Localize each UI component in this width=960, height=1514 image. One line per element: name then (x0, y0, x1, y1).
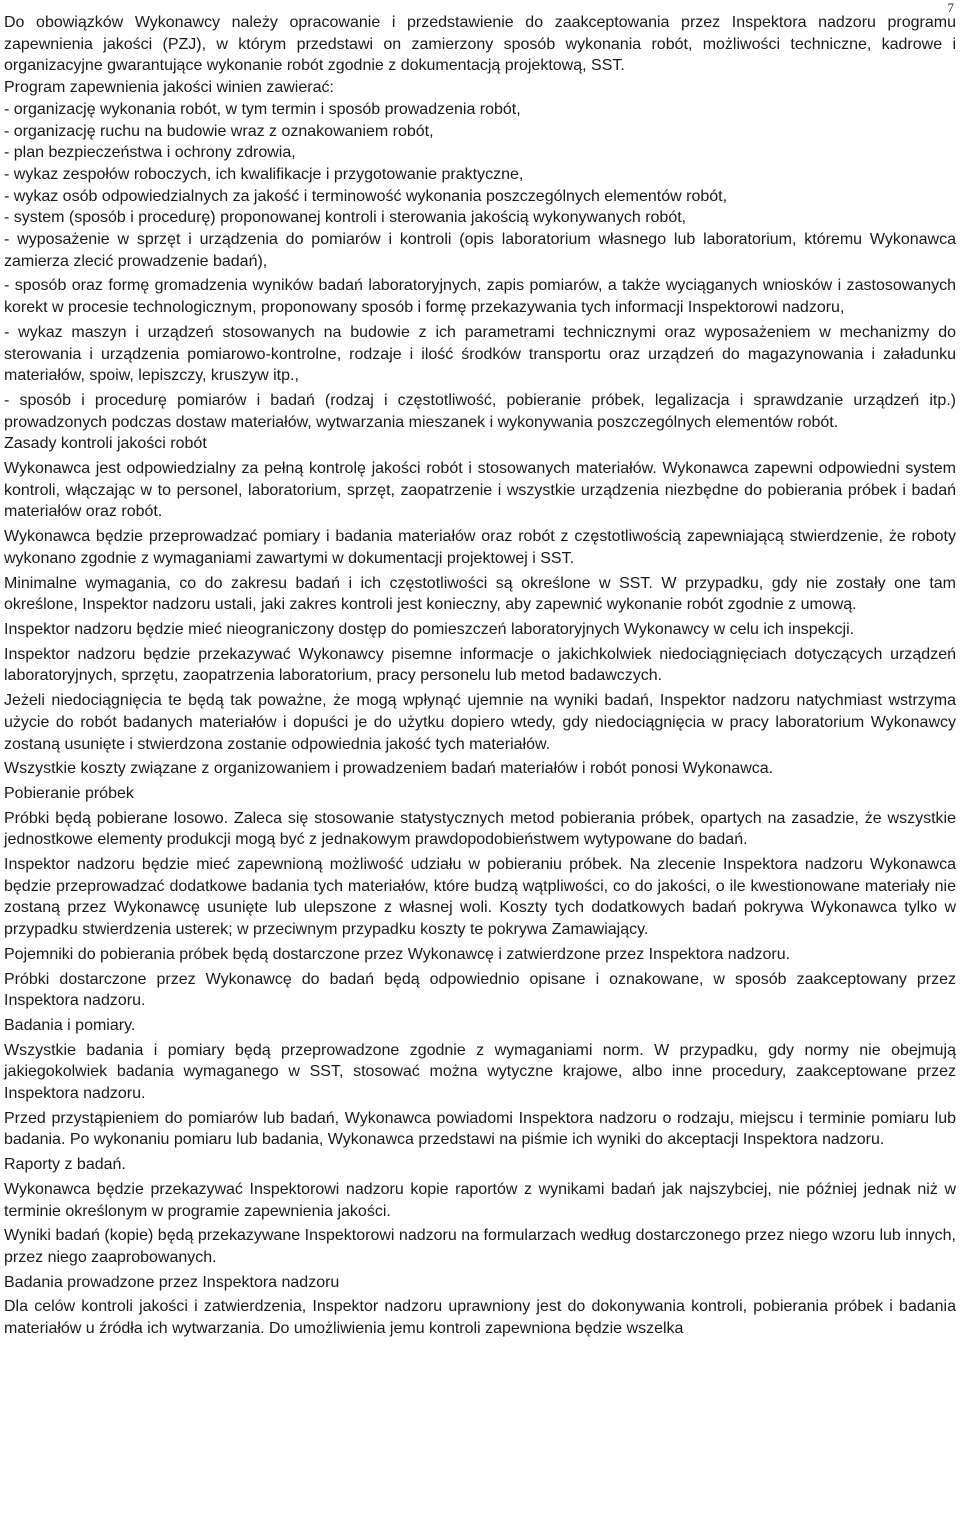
paragraph: Wszystkie koszty związane z organizowaniem i prowadzeniem badań materiałów i robót ponosi Wykonawca. (4, 760, 774, 778)
paragraph: Wykonawca będzie przeprowadzać pomiary i badania materiałów oraz robót z częstotliwością zapewniającą stwierdzenie, że roboty wykonano zgodnie z wymaganiami zawartymi w dokumentacji projektowej i SST. (4, 528, 956, 567)
paragraph: - organizację wykonania robót, w tym termin i sposób prowadzenia robót, (4, 100, 521, 118)
paragraph: Próbki będą pobierane losowo. Zaleca się stosowanie statystycznych metod pobierania próbek, opartych na zasadzie, że wszystkie jednostkowe elementy produkcji mogą być z jednakowym prawdopodobieństwem wytypowane do badań. (4, 809, 956, 849)
paragraph: Jeżeli niedociągnięcia te będą tak poważne, że mogą wpłynąć ujemnie na wyniki badań, Inspektor nadzoru natychmiast wstrzyma użycie do robót badanych materiałów i dopuści je do użytku dopiero wtedy, gdy niedociągnięcia w pracy laboratorium Wykonawcy zostaną usunięte i stwierdzona zostanie odpowiednia jakość tych materiałów. (4, 692, 956, 753)
paragraph: - system (sposób i procedurę) proponowanej kontroli i sterowania jakością wykonywanych robót, (4, 209, 687, 227)
paragraph: Program zapewnienia jakości winien zawierać: (4, 79, 334, 97)
paragraph: Wyniki badań (kopie) będą przekazywane Inspektorowi nadzoru na formularzach według dostarczonego przez niego wzoru lub innych, przez niego zaaprobowanych. (4, 1227, 956, 1266)
paragraph: - plan bezpieczeństwa i ochrony zdrowia, (4, 144, 296, 162)
paragraph: - wykaz osób odpowiedzialnych za jakość i terminowość wykonania poszczególnych elementów robót, (4, 187, 728, 205)
paragraph: - wykaz maszyn i urządzeń stosowanych na budowie z ich parametrami technicznymi oraz wyposażeniem w mechanizmy do sterowania i urządzenia pomiarowo-kontrolne, rodzaje i ilość środków transportu oraz urządzeń do magazynowania i załadunku materiałów, spoiw, lepiszczy, kruszyw itp., (4, 323, 956, 385)
paragraph: Pojemniki do pobierania próbek będą dostarczone przez Wykonawcę i zatwierdzone przez Inspektora nadzoru. (4, 945, 791, 963)
paragraph: - wyposażenie w sprzęt i urządzenia do pomiarów i kontroli (opis laboratorium własnego lub laboratorium, któremu Wykonawca zamierza zlecić prowadzenie badań), (4, 231, 956, 270)
paragraph: Minimalne wymagania, co do zakresu badań i ich częstotliwości są określone w SST. W przypadku, gdy nie zostały one tam określone, Inspektor nadzoru ustali, jaki zakres kontroli jest konieczny, aby zapewnić wykonanie robót zgodnie z umową. (4, 574, 956, 614)
paragraph: Przed przystąpieniem do pomiarów lub badań, Wykonawca powiadomi Inspektora nadzoru o rodzaju, miejscu i terminie pomiaru lub badania. Po wykonaniu pomiaru lub badania, Wykonawca przedstawi na piśmie ich wyniki do akceptacji Inspektora nadzoru. (4, 1109, 956, 1149)
paragraph: Badania prowadzone przez Inspektora nadzoru (4, 1273, 340, 1291)
paragraph: Dla celów kontroli jakości i zatwierdzenia, Inspektor nadzoru uprawniony jest do dokonywania kontroli, pobierania próbek i badania materiałów u źródła ich wytwarzania. Do umożliwienia jemu kontroli zapewniona będzie wszelka (4, 1298, 956, 1338)
paragraph: Inspektor nadzoru będzie mieć zapewnioną możliwość udziału w pobieraniu próbek. Na zlecenie Inspektora nadzoru Wykonawca będzie przeprowadzać dodatkowe badania tych materiałów, które budzą wątpliwości, co do jakości, o ile kwestionowane materiały nie zostaną przez Wykonawcę usunięte lub ulepszone z własnej woli. Koszty tych dodatkowych badań pokrywa Wykonawca tylko w przypadku stwierdzenia usterek; w przeciwnym przypadku koszty te pokrywa Zamawiający. (4, 856, 956, 939)
paragraph: Wszystkie badania i pomiary będą przeprowadzone zgodnie z wymaganiami norm. W przypadku, gdy normy nie obejmują jakiegokolwiek badania wymaganego w SST, stosować można wytyczne krajowe, albo inne procedury, zaakceptowane przez Inspektora nadzoru. (4, 1041, 956, 1103)
paragraph: Wykonawca jest odpowiedzialny za pełną kontrolę jakości robót i stosowanych materiałów. Wykonawca zapewni odpowiedni system kontroli, włączając w to personel, laboratorium, sprzęt, zaopatrzenie i wszystkie urządzenia niezbędne do pobierania próbek i badań materiałów oraz robót. (4, 460, 956, 521)
paragraph: Inspektor nadzoru będzie mieć nieograniczony dostęp do pomieszczeń laboratoryjnych Wykonawcy w celu ich inspekcji. (4, 620, 855, 638)
paragraph: Wykonawca będzie przekazywać Inspektorowi nadzoru kopie raportów z wynikami badań jak najszybciej, nie później jednak niż w terminie określonym w programie zapewnienia jakości. (4, 1180, 956, 1220)
paragraph: - organizację ruchu na budowie wraz z oznakowaniem robót, (4, 122, 434, 140)
paragraph: Pobieranie próbek (4, 784, 134, 802)
paragraph: Do obowiązków Wykonawcy należy opracowanie i przedstawienie do zaakceptowania przez Inspektora nadzoru programu zapewnienia jakości (PZJ), w którym przedstawi on zamierzony sposób wykonania robót, możliwości techniczne, kadrowe i organizacyjne gwarantujące wykonanie robót zgodnie z dokumentacją projektową, SST. (4, 14, 956, 75)
paragraph: - wykaz zespołów roboczych, ich kwalifikacje i przygotowanie praktyczne, (4, 165, 524, 183)
paragraph: - sposób i procedurę pomiarów i badań (rodzaj i częstotliwość, pobieranie próbek, legalizacja i sprawdzanie urządzeń itp.) prowadzonych podczas dostaw materiałów, wytwarzania mieszanek i wykonywania poszczególnych elementów robót. (4, 391, 956, 431)
page-number: 7 (947, 0, 954, 15)
paragraph: Badania i pomiary. (4, 1016, 136, 1034)
document-body (4, 12, 956, 1340)
paragraph: - sposób oraz formę gromadzenia wyników badań laboratoryjnych, zapis pomiarów, a także wyciąganych wniosków i zastosowanych korekt w procesie technologicznym, proponowany sposób i formę przekazywania tych informacji Inspektorowi nadzoru, (4, 277, 956, 317)
paragraph: Raporty z badań. (4, 1156, 126, 1174)
paragraph: Inspektor nadzoru będzie przekazywać Wykonawcy pisemne informacje o jakichkolwiek niedociągnięciach dotyczących urządzeń laboratoryjnych, sprzętu, zaopatrzenia laboratorium, pracy personelu lub metod badawczych. (4, 645, 956, 685)
paragraph: Zasady kontroli jakości robót (4, 435, 207, 453)
paragraph: Próbki dostarczone przez Wykonawcę do badań będą odpowiednio opisane i oznakowane, w sposób zaakceptowany przez Inspektora nadzoru. (4, 970, 956, 1010)
